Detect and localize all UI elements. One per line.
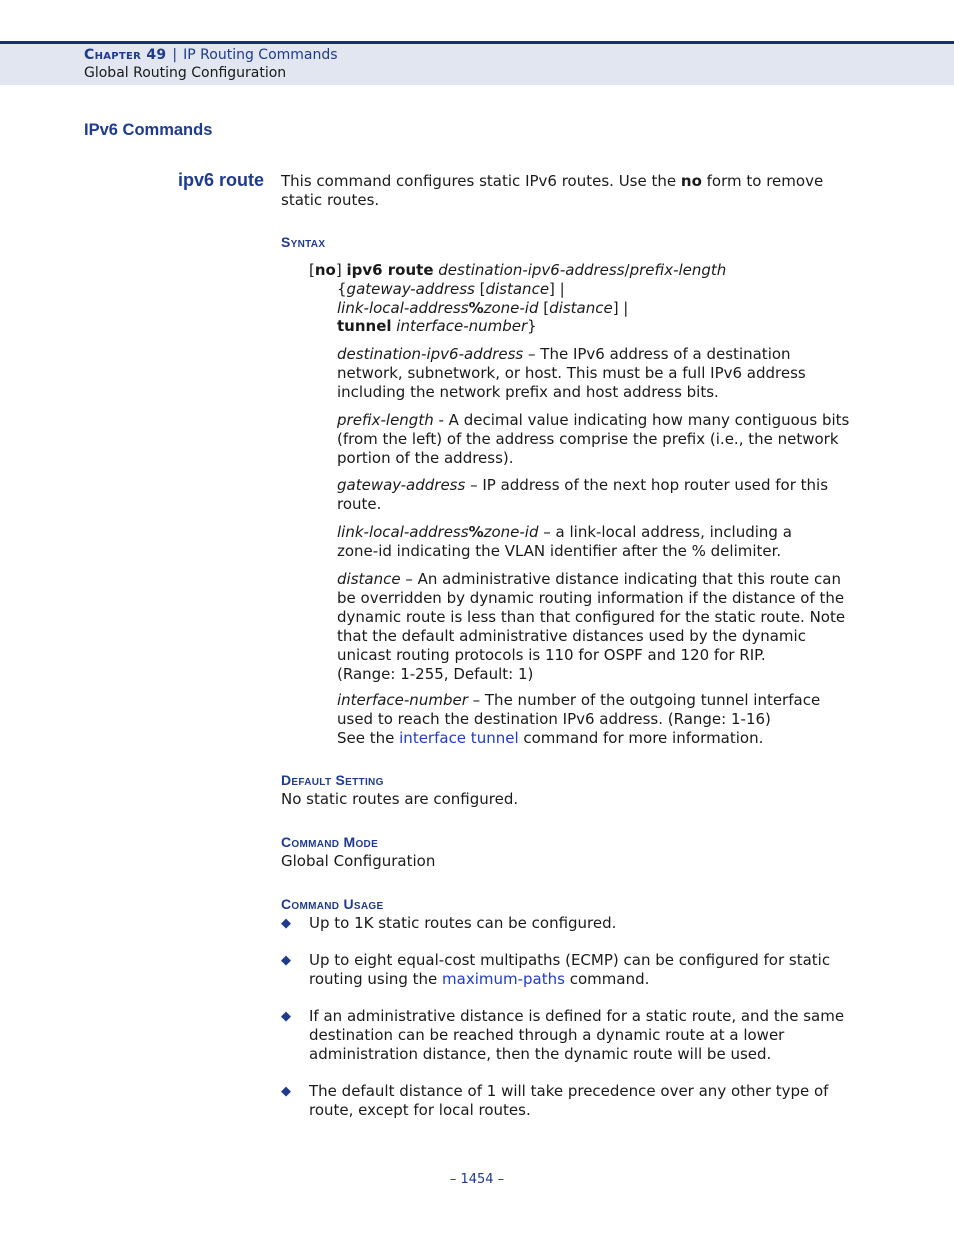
syntax-command: ipv6 route — [346, 261, 434, 279]
header-subtitle: Global Routing Configuration — [84, 65, 287, 81]
syntax-bracket: ] | — [549, 280, 565, 298]
maximum-paths-link[interactable]: maximum-paths — [442, 970, 565, 988]
syntax-percent: % — [468, 299, 484, 317]
desc-no-keyword: no — [680, 172, 702, 190]
param-interface-number — [337, 691, 872, 748]
desc-text: form to remove — [701, 172, 824, 190]
command-usage-heading: Command Usage — [281, 896, 384, 912]
param-text: portion of the address). — [337, 449, 514, 467]
param-text: - A decimal value indicating how many contiguous bits — [433, 411, 850, 429]
usage-text: route, except for local routes. — [309, 1101, 531, 1119]
param-text: including the network prefix and host address bits. — [337, 383, 719, 401]
syntax-bracket: [ — [474, 280, 486, 298]
param-text: – a link-local address, including a — [538, 523, 792, 541]
usage-text: Up to eight equal-cost multipaths (ECMP) can be configured for static — [309, 951, 831, 969]
usage-text: Up to 1K static routes can be configured. — [309, 914, 617, 932]
desc-text: This command configures static IPv6 routes. Use the — [281, 172, 681, 190]
param-term: prefix-length — [337, 411, 434, 429]
header-chapter: Chapter 49 — [84, 47, 167, 63]
bullet-diamond-icon: ◆ — [281, 953, 291, 968]
bullet-diamond-icon: ◆ — [281, 916, 291, 931]
usage-text: administration distance, then the dynamic route will be used. — [309, 1045, 772, 1063]
syntax-arg: zone-id — [483, 299, 539, 317]
param-percent: % — [468, 523, 484, 541]
param-text: – The number of the outgoing tunnel interface — [467, 691, 821, 709]
syntax-tunnel-keyword: tunnel — [337, 317, 392, 335]
param-term: zone-id — [483, 523, 539, 541]
syntax-brace: } — [527, 317, 537, 335]
param-text: unicast routing protocols is 110 for OSPF and 120 for RIP. — [337, 646, 766, 664]
syntax-line-4 — [337, 317, 537, 336]
param-text: be overridden by dynamic routing information if the distance of the — [337, 589, 845, 607]
param-link-local-address — [337, 523, 872, 561]
syntax-arg: distance — [485, 280, 550, 298]
param-destination-ipv6-address — [337, 345, 872, 402]
command-name: ipv6 route — [178, 170, 265, 190]
usage-text: command. — [564, 970, 650, 988]
param-text: – IP address of the next hop router used for this — [465, 476, 829, 494]
default-setting-text: No static routes are configured. — [281, 790, 519, 808]
param-term: distance — [337, 570, 401, 588]
param-text: route. — [337, 495, 382, 513]
section-title: IPv6 Commands — [84, 121, 213, 139]
param-text: – The IPv6 address of a destination — [523, 345, 791, 363]
param-term: interface-number — [337, 691, 468, 709]
usage-text: The default distance of 1 will take precedence over any other type of — [309, 1082, 829, 1100]
syntax-bracket: ] | — [612, 299, 629, 317]
param-prefix-length — [337, 411, 872, 468]
syntax-arg: destination-ipv6-address — [433, 261, 625, 279]
header-separator: | — [172, 47, 178, 63]
interface-tunnel-link[interactable]: interface tunnel — [399, 729, 519, 747]
syntax-no-keyword: no — [314, 261, 336, 279]
param-term: link-local-address — [337, 523, 469, 541]
syntax-bracket: ] — [335, 261, 347, 279]
param-text: (from the left) of the address comprise the prefix (i.e., the network — [337, 430, 839, 448]
command-mode-heading: Command Mode — [281, 834, 379, 850]
syntax-line-3 — [337, 299, 628, 318]
param-distance — [337, 570, 872, 684]
param-text: – An administrative distance indicating that this route can — [400, 570, 841, 588]
syntax-arg: interface-number — [391, 317, 528, 335]
syntax-brace: { — [337, 280, 347, 298]
page-header — [0, 41, 954, 85]
param-text: that the default administrative distances used by the dynamic — [337, 627, 806, 645]
param-text: zone-id indicating the VLAN identifier after the % delimiter. — [337, 542, 782, 560]
param-term: gateway-address — [337, 476, 466, 494]
usage-item — [309, 1007, 844, 1064]
param-text: (Range: 1-255, Default: 1) — [337, 665, 534, 683]
header-chapter-line — [84, 47, 338, 63]
syntax-line-2 — [337, 280, 565, 299]
syntax-bracket: [ — [538, 299, 550, 317]
param-gateway-address — [337, 476, 872, 514]
syntax-arg: gateway-address — [346, 280, 475, 298]
bullet-diamond-icon: ◆ — [281, 1009, 291, 1024]
default-setting-heading: Default Setting — [281, 772, 384, 788]
syntax-line-1 — [309, 261, 726, 280]
syntax-arg: prefix-length — [629, 261, 727, 279]
syntax-arg: link-local-address — [337, 299, 469, 317]
param-text: command for more information. — [518, 729, 764, 747]
param-text: network, subnetwork, or host. This must be a full IPv6 address — [337, 364, 806, 382]
page-number: – 1454 – — [449, 1172, 505, 1187]
header-chapter-title: IP Routing Commands — [183, 47, 338, 63]
usage-text: If an administrative distance is defined for a static route, and the same — [309, 1007, 845, 1025]
syntax-slash: / — [624, 261, 630, 279]
command-mode-text: Global Configuration — [281, 852, 436, 870]
desc-text: static routes. — [281, 191, 380, 209]
usage-text: destination can be reached through a dynamic route at a lower — [309, 1026, 785, 1044]
syntax-bracket: [ — [309, 261, 315, 279]
syntax-arg: distance — [549, 299, 613, 317]
syntax-heading: Syntax — [281, 234, 326, 250]
usage-text: routing using the — [309, 970, 443, 988]
param-text: dynamic route is less than that configured for the static route. Note — [337, 608, 846, 626]
param-text: See the — [337, 729, 400, 747]
bullet-diamond-icon: ◆ — [281, 1084, 291, 1099]
param-text: used to reach the destination IPv6 address. (Range: 1-16) — [337, 710, 771, 728]
usage-item — [309, 951, 830, 989]
usage-item — [309, 1082, 828, 1120]
command-description — [281, 172, 871, 210]
usage-item — [309, 914, 616, 933]
param-term: destination-ipv6-address — [337, 345, 524, 363]
